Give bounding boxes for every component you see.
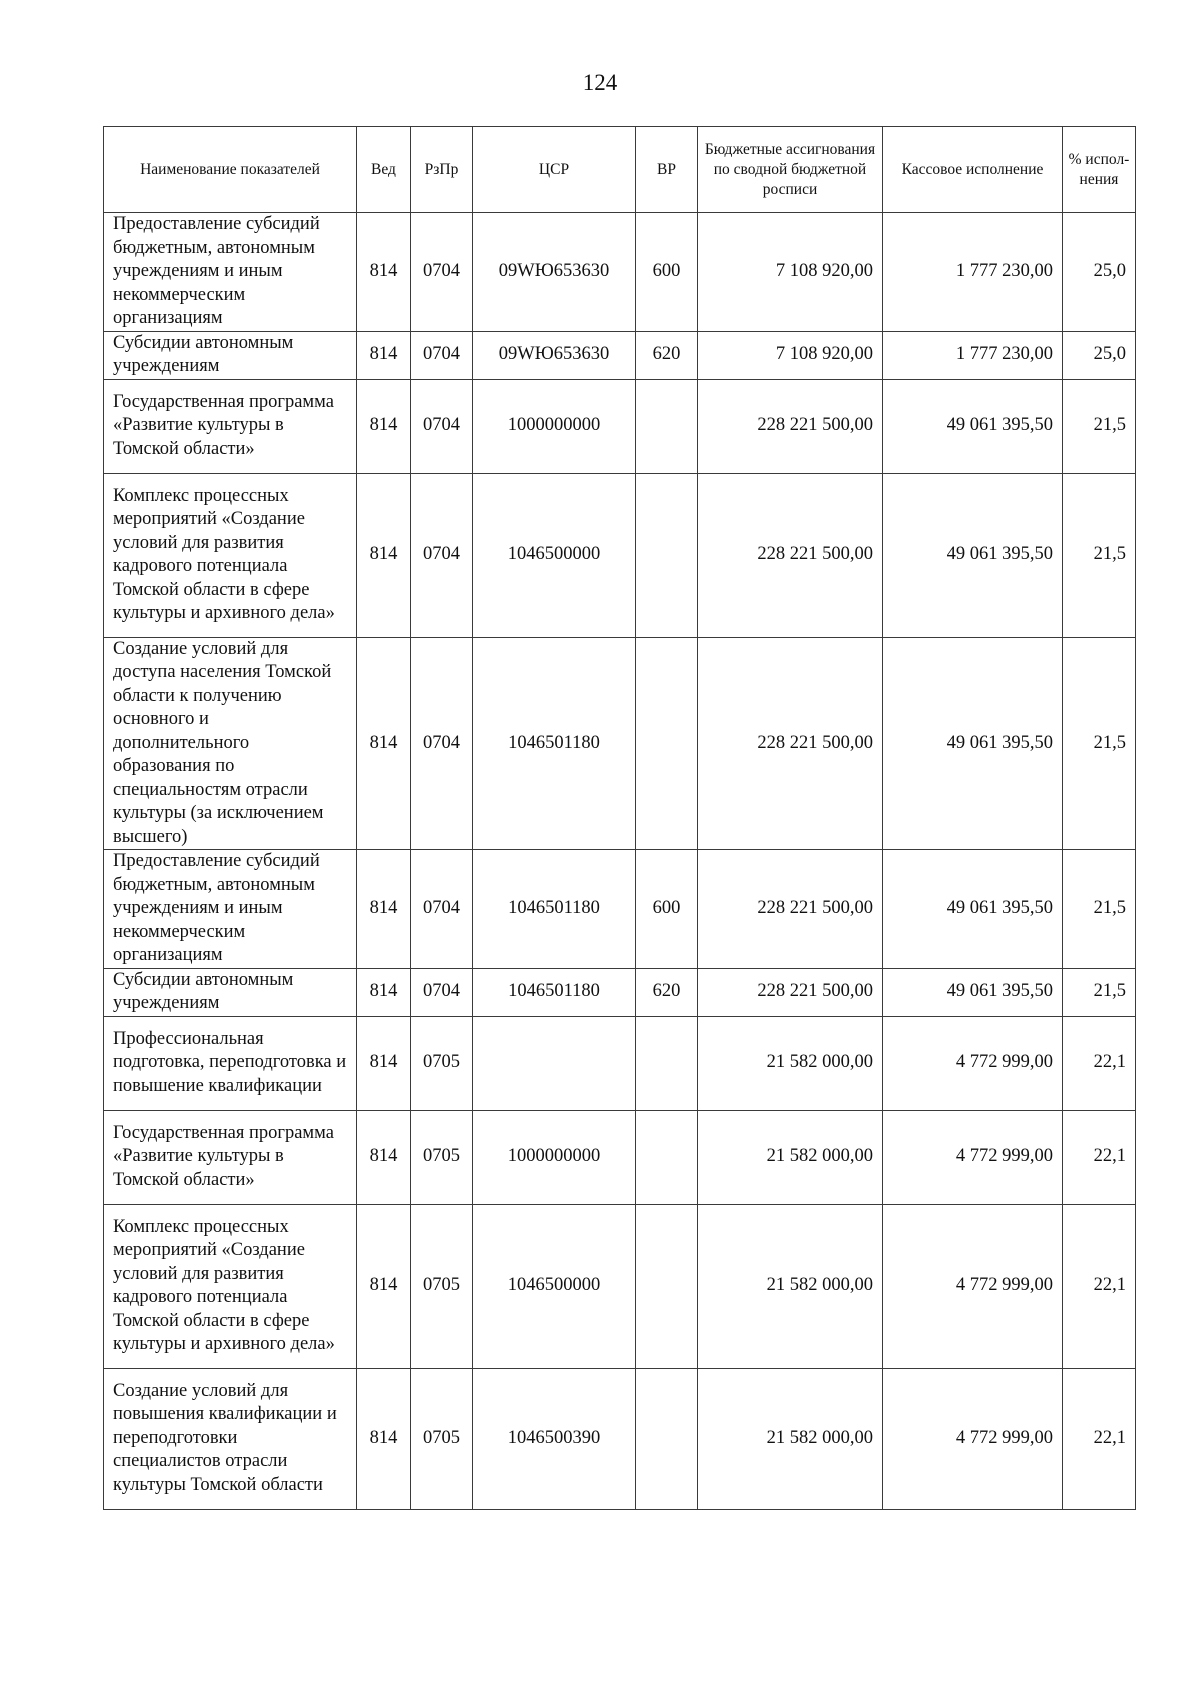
row-rzpr: 0705: [411, 1204, 473, 1368]
row-vr: 600: [636, 850, 698, 969]
row-cash: 49 061 395,50: [883, 637, 1063, 850]
row-name: Комплекс процессных мероприятий «Создание условий для развития кадрового потенциала Томской области в сфере культуры и архивного дела»: [104, 1204, 357, 1368]
row-rzpr: 0704: [411, 473, 473, 637]
row-rzpr: 0705: [411, 1016, 473, 1110]
table-row: [104, 637, 1136, 850]
row-budget: 228 221 500,00: [698, 968, 883, 1016]
table-row: [104, 473, 1136, 637]
row-cash: 1 777 230,00: [883, 331, 1063, 379]
row-percent: 22,1: [1063, 1016, 1136, 1110]
row-ved: 814: [357, 1016, 411, 1110]
row-csr: 1046500390: [473, 1368, 636, 1509]
row-csr: 1046501180: [473, 968, 636, 1016]
row-percent: 21,5: [1063, 473, 1136, 637]
row-csr: 1000000000: [473, 1110, 636, 1204]
row-csr: 09WЮ653630: [473, 213, 636, 332]
table-row: [104, 1204, 1136, 1368]
row-vr: 600: [636, 213, 698, 332]
row-percent: 21,5: [1063, 968, 1136, 1016]
table-row: [104, 331, 1136, 379]
row-ved: 814: [357, 1368, 411, 1509]
header-csr: ЦСР: [473, 127, 636, 213]
row-vr: [636, 1204, 698, 1368]
row-ved: 814: [357, 637, 411, 850]
row-budget: 7 108 920,00: [698, 213, 883, 332]
table-row: [104, 1110, 1136, 1204]
row-ved: 814: [357, 379, 411, 473]
row-csr: [473, 1016, 636, 1110]
row-rzpr: 0704: [411, 968, 473, 1016]
row-name: Предоставление субсидий бюджетным, автономным учреждениям и иным некоммерческим организациям: [104, 213, 357, 332]
row-ved: 814: [357, 1110, 411, 1204]
row-percent: 25,0: [1063, 331, 1136, 379]
row-ved: 814: [357, 968, 411, 1016]
row-name: Создание условий для доступа населения Томской области к получению основного и дополнительного образования по специальностям отрасли культуры (за исключением высшего): [104, 637, 357, 850]
header-cash: Кассовое исполнение: [883, 127, 1063, 213]
row-csr: 1046501180: [473, 637, 636, 850]
row-name: Субсидии автономным учреждениям: [104, 331, 357, 379]
row-percent: 21,5: [1063, 379, 1136, 473]
row-name: Государственная программа «Развитие культуры в Томской области»: [104, 379, 357, 473]
row-budget: 228 221 500,00: [698, 379, 883, 473]
row-cash: 49 061 395,50: [883, 473, 1063, 637]
row-name: Профессиональная подготовка, переподготовка и повышение квалификации: [104, 1016, 357, 1110]
row-csr: 1000000000: [473, 379, 636, 473]
row-budget: 21 582 000,00: [698, 1368, 883, 1509]
row-ved: 814: [357, 473, 411, 637]
row-ved: 814: [357, 1204, 411, 1368]
table-row: [104, 213, 1136, 332]
row-vr: [636, 473, 698, 637]
row-name: Государственная программа «Развитие культуры в Томской области»: [104, 1110, 357, 1204]
row-cash: 4 772 999,00: [883, 1016, 1063, 1110]
row-csr: 1046501180: [473, 850, 636, 969]
row-rzpr: 0704: [411, 850, 473, 969]
row-vr: [636, 1016, 698, 1110]
row-name: Субсидии автономным учреждениям: [104, 968, 357, 1016]
header-percent: % испол-нения: [1063, 127, 1136, 213]
row-percent: 22,1: [1063, 1110, 1136, 1204]
row-rzpr: 0704: [411, 379, 473, 473]
row-rzpr: 0704: [411, 331, 473, 379]
header-rzpr: РзПр: [411, 127, 473, 213]
row-budget: 21 582 000,00: [698, 1016, 883, 1110]
header-budget: Бюджетные ассигнования по сводной бюджетной росписи: [698, 127, 883, 213]
row-rzpr: 0705: [411, 1368, 473, 1509]
row-percent: 22,1: [1063, 1204, 1136, 1368]
row-percent: 21,5: [1063, 850, 1136, 969]
row-cash: 49 061 395,50: [883, 379, 1063, 473]
row-csr: 1046500000: [473, 1204, 636, 1368]
row-cash: 4 772 999,00: [883, 1204, 1063, 1368]
row-csr: 1046500000: [473, 473, 636, 637]
row-vr: 620: [636, 968, 698, 1016]
header-ved: Вед: [357, 127, 411, 213]
row-cash: 4 772 999,00: [883, 1110, 1063, 1204]
table-row: [104, 850, 1136, 969]
row-cash: 49 061 395,50: [883, 850, 1063, 969]
row-percent: 25,0: [1063, 213, 1136, 332]
row-rzpr: 0704: [411, 637, 473, 850]
row-cash: 4 772 999,00: [883, 1368, 1063, 1509]
row-rzpr: 0704: [411, 213, 473, 332]
row-vr: 620: [636, 331, 698, 379]
row-csr: 09WЮ653630: [473, 331, 636, 379]
table-row: [104, 1368, 1136, 1509]
row-cash: 49 061 395,50: [883, 968, 1063, 1016]
header-vr: ВР: [636, 127, 698, 213]
row-name: Предоставление субсидий бюджетным, автономным учреждениям и иным некоммерческим организациям: [104, 850, 357, 969]
row-budget: 228 221 500,00: [698, 473, 883, 637]
header-name: Наименование показателей: [104, 127, 357, 213]
page-number: 124: [582, 70, 618, 95]
budget-table: [103, 126, 1136, 1510]
table-row: [104, 379, 1136, 473]
row-percent: 22,1: [1063, 1368, 1136, 1509]
row-vr: [636, 1368, 698, 1509]
row-name: Комплекс процессных мероприятий «Создание условий для развития кадрового потенциала Томской области в сфере культуры и архивного дела»: [104, 473, 357, 637]
row-vr: [636, 379, 698, 473]
row-vr: [636, 1110, 698, 1204]
row-budget: 21 582 000,00: [698, 1110, 883, 1204]
row-budget: 21 582 000,00: [698, 1204, 883, 1368]
row-ved: 814: [357, 850, 411, 969]
row-budget: 228 221 500,00: [698, 850, 883, 969]
row-name: Создание условий для повышения квалификации и переподготовки специалистов отрасли культуры Томской области: [104, 1368, 357, 1509]
table-row: [104, 968, 1136, 1016]
row-rzpr: 0705: [411, 1110, 473, 1204]
row-vr: [636, 637, 698, 850]
table-row: [104, 1016, 1136, 1110]
row-percent: 21,5: [1063, 637, 1136, 850]
row-cash: 1 777 230,00: [883, 213, 1063, 332]
header-row: [104, 127, 1136, 213]
row-ved: 814: [357, 213, 411, 332]
row-budget: 7 108 920,00: [698, 331, 883, 379]
row-budget: 228 221 500,00: [698, 637, 883, 850]
row-ved: 814: [357, 331, 411, 379]
